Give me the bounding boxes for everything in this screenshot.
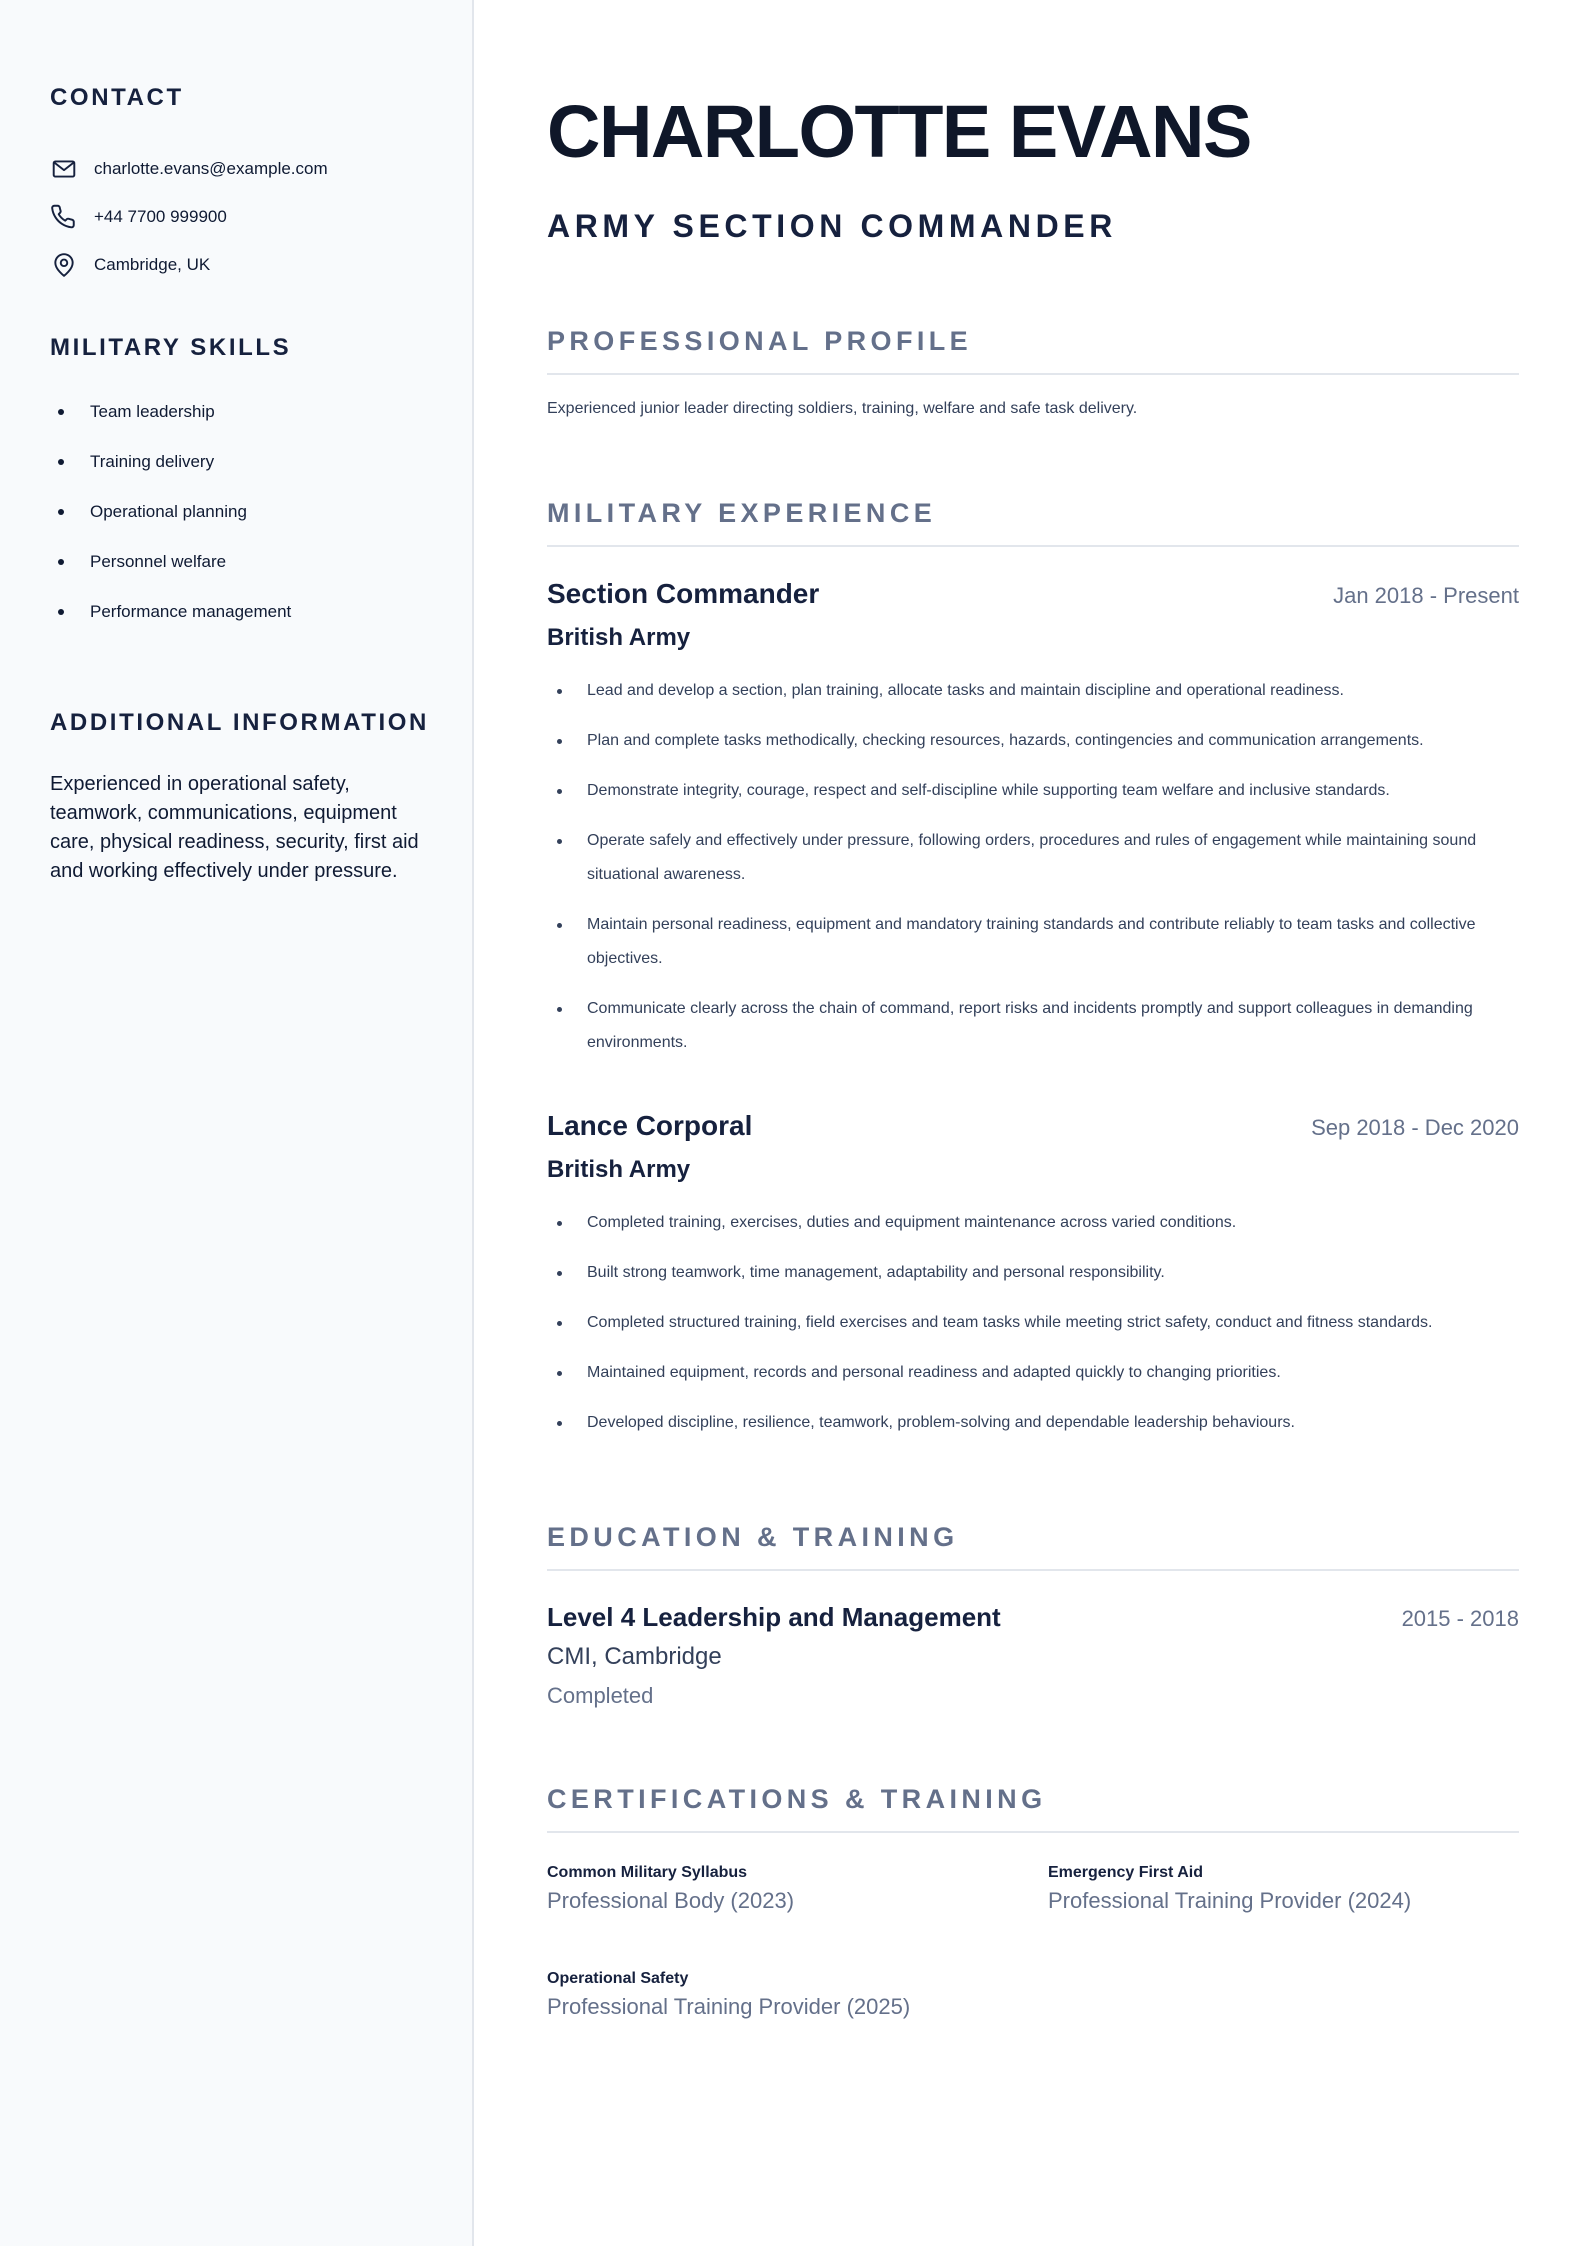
job-bullet: Completed training, exercises, duties and equipment maintenance across varied conditions. [547, 1206, 1519, 1240]
job-bullet: Operate safely and effectively under pressure, following orders, procedures and rules of engagement while maintaining sound situational awareness. [547, 824, 1519, 892]
contact-list [50, 145, 328, 289]
skill-item: Performance management [50, 587, 291, 637]
skills-heading: MILITARY SKILLS [50, 334, 292, 361]
job-bullet: Built strong teamwork, time management, adaptability and personal responsibility. [547, 1256, 1519, 1290]
phone-icon [50, 203, 78, 231]
job-bullet: Developed discipline, resilience, teamwork, problem-solving and dependable leadership behaviours. [547, 1406, 1519, 1440]
certification-issuer: Professional Body (2023) [547, 1888, 795, 1913]
skill-item: Personnel welfare [50, 537, 291, 587]
job-date: Sep 2018 - Dec 2020 [1311, 1115, 1519, 1140]
candidate-title: ARMY SECTION COMMANDER [547, 208, 1117, 244]
job-bullets [547, 674, 1519, 1060]
skills-list [50, 387, 291, 637]
job-bullet: Maintained equipment, records and personal readiness and adapted quickly to changing priorities. [547, 1356, 1519, 1390]
skill-item: Operational planning [50, 487, 291, 537]
certification-item [547, 1970, 910, 2020]
education-date: 2015 - 2018 [1401, 1606, 1519, 1631]
certification-name: Operational Safety [547, 1970, 689, 1987]
profile-text: Experienced junior leader directing soldiers, training, welfare and safe task delivery. [547, 400, 1138, 417]
education-status: Completed [547, 1683, 654, 1708]
job-bullet: Plan and complete tasks methodically, checking resources, hazards, contingencies and communication arrangements. [547, 724, 1519, 758]
certification-name: Emergency First Aid [1048, 1864, 1204, 1881]
contact-phone-text: +44 7700 999900 [94, 207, 227, 226]
contact-phone[interactable] [50, 193, 328, 241]
job-bullet: Lead and develop a section, plan training, allocate tasks and maintain discipline and operational readiness. [547, 674, 1519, 708]
job-organization: British Army [547, 624, 691, 651]
mail-icon [50, 155, 78, 183]
job-bullet: Demonstrate integrity, courage, respect and self-discipline while supporting team welfare and inclusive standards. [547, 774, 1519, 808]
additional-info-text: Experienced in operational safety, teamwork, communications, equipment care, physical readiness, security, first aid and working effectively under pressure. [50, 773, 419, 882]
certification-issuer: Professional Training Provider (2025) [547, 1994, 911, 2019]
job-date: Jan 2018 - Present [1333, 583, 1519, 608]
education-organization: CMI, Cambridge [547, 1643, 722, 1670]
job-role: Lance Corporal [547, 1110, 753, 1141]
certification-issuer: Professional Training Provider (2024) [1048, 1888, 1412, 1913]
certification-name: Common Military Syllabus [547, 1864, 748, 1881]
skill-item: Team leadership [50, 387, 291, 437]
contact-heading: CONTACT [50, 84, 184, 111]
experience-heading: MILITARY EXPERIENCE [547, 498, 1519, 547]
education-heading: EDUCATION & TRAINING [547, 1522, 1519, 1571]
job-organization: British Army [547, 1156, 691, 1183]
certification-item [547, 1864, 794, 1914]
certification-item [1048, 1864, 1411, 1914]
profile-heading: PROFESSIONAL PROFILE [547, 326, 1519, 375]
job-bullets [547, 1206, 1519, 1440]
location-pin-icon [50, 251, 78, 279]
job-bullet: Maintain personal readiness, equipment and mandatory training standards and contribute reliably to team tasks and collective objectives. [547, 908, 1519, 976]
education-title: Level 4 Leadership and Management [547, 1602, 1001, 1632]
contact-location-text: Cambridge, UK [94, 255, 211, 274]
contact-email[interactable] [50, 145, 328, 193]
job-entry [547, 1110, 1519, 1456]
job-entry [547, 578, 1519, 1076]
certifications-heading: CERTIFICATIONS & TRAINING [547, 1784, 1519, 1833]
skill-item: Training delivery [50, 437, 291, 487]
job-bullet: Completed structured training, field exercises and team tasks while meeting strict safety, conduct and fitness standards. [547, 1306, 1519, 1340]
sidebar [0, 0, 474, 2246]
job-bullet: Communicate clearly across the chain of command, report risks and incidents promptly and support colleagues in demanding environments. [547, 992, 1519, 1060]
contact-email-text: charlotte.evans@example.com [94, 159, 328, 178]
additional-info-heading: ADDITIONAL INFORMATION [50, 709, 429, 736]
contact-location [50, 241, 328, 289]
candidate-name: CHARLOTTE EVANS [547, 90, 1251, 173]
education-entry [547, 1602, 1519, 1709]
job-role: Section Commander [547, 578, 820, 609]
